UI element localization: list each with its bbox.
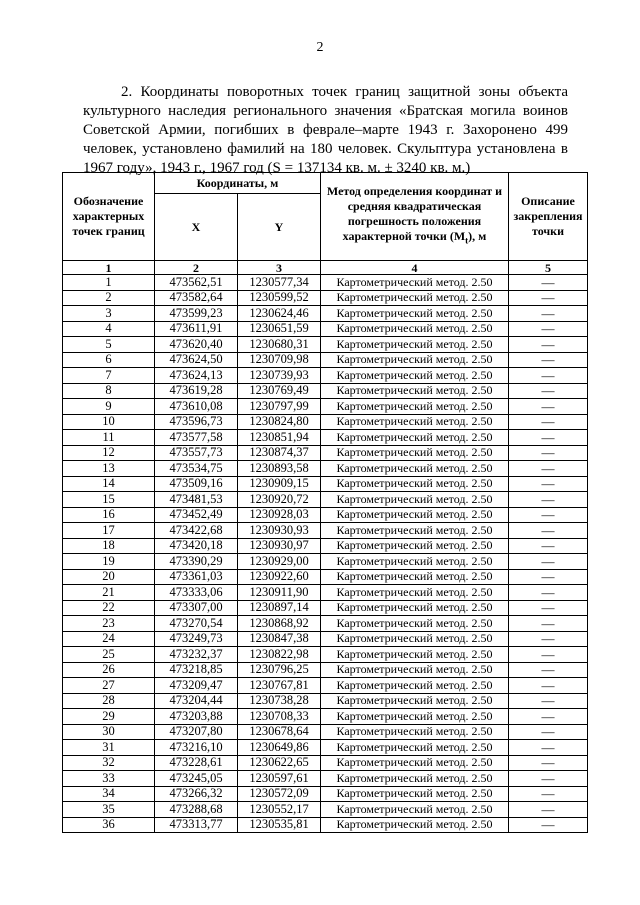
fixing-description: — <box>509 709 588 725</box>
fixing-description: — <box>509 802 588 818</box>
header-method: Метод определения координат и средняя квадратическая погрешность положения характерной точки $(M_t)$, м <box>321 173 509 261</box>
point-number: 5 <box>63 337 155 353</box>
coord-y: 1230909,15 <box>238 476 321 492</box>
fixing-description: — <box>509 724 588 740</box>
coord-x: 473266,32 <box>155 786 238 802</box>
coord-y: 1230767,81 <box>238 678 321 694</box>
fixing-description: — <box>509 662 588 678</box>
method: Картометрический метод. 2.50 <box>321 383 509 399</box>
point-number: 27 <box>63 678 155 694</box>
coord-x: 473390,29 <box>155 554 238 570</box>
method: Картометрический метод. 2.50 <box>321 554 509 570</box>
coord-x: 473624,50 <box>155 352 238 368</box>
coord-y: 1230651,59 <box>238 321 321 337</box>
table-row <box>63 569 588 585</box>
point-number: 4 <box>63 321 155 337</box>
table-row <box>63 352 588 368</box>
point-number: 2 <box>63 290 155 306</box>
fixing-description: — <box>509 430 588 446</box>
fixing-description: — <box>509 476 588 492</box>
coord-x: 473288,68 <box>155 802 238 818</box>
point-number: 8 <box>63 383 155 399</box>
table-row <box>63 585 588 601</box>
method: Картометрический метод. 2.50 <box>321 585 509 601</box>
coord-x: 473218,85 <box>155 662 238 678</box>
table-row <box>63 678 588 694</box>
header-point: Обозначение характерных точек границ <box>63 173 155 261</box>
coord-x: 473249,73 <box>155 631 238 647</box>
method: Картометрический метод. 2.50 <box>321 352 509 368</box>
coord-y: 1230535,81 <box>238 817 321 833</box>
point-number: 25 <box>63 647 155 663</box>
table-row <box>63 492 588 508</box>
point-number: 31 <box>63 740 155 756</box>
point-number: 10 <box>63 414 155 430</box>
coord-y: 1230624,46 <box>238 306 321 322</box>
fixing-description: — <box>509 492 588 508</box>
method: Картометрический метод. 2.50 <box>321 430 509 446</box>
fixing-description: — <box>509 383 588 399</box>
coord-y: 1230599,52 <box>238 290 321 306</box>
method: Картометрический метод. 2.50 <box>321 445 509 461</box>
coord-y: 1230851,94 <box>238 430 321 446</box>
method: Картометрический метод. 2.50 <box>321 709 509 725</box>
point-number: 24 <box>63 631 155 647</box>
coord-y: 1230868,92 <box>238 616 321 632</box>
table-row <box>63 306 588 322</box>
coord-y: 1230930,97 <box>238 538 321 554</box>
point-number: 6 <box>63 352 155 368</box>
coord-y: 1230920,72 <box>238 492 321 508</box>
method: Картометрический метод. 2.50 <box>321 755 509 771</box>
point-number: 36 <box>63 817 155 833</box>
method: Картометрический метод. 2.50 <box>321 662 509 678</box>
coord-x: 473422,68 <box>155 523 238 539</box>
coord-y: 1230897,14 <box>238 600 321 616</box>
point-number: 23 <box>63 616 155 632</box>
coord-x: 473313,77 <box>155 817 238 833</box>
header-x: X <box>155 194 238 261</box>
coord-x: 473204,44 <box>155 693 238 709</box>
coord-x: 473216,10 <box>155 740 238 756</box>
coord-x: 473452,49 <box>155 507 238 523</box>
point-number: 1 <box>63 275 155 291</box>
coord-y: 1230874,37 <box>238 445 321 461</box>
fixing-description: — <box>509 290 588 306</box>
point-number: 11 <box>63 430 155 446</box>
fixing-description: — <box>509 352 588 368</box>
table-row <box>63 430 588 446</box>
method: Картометрический метод. 2.50 <box>321 414 509 430</box>
column-number: 2 <box>155 261 238 275</box>
method: Картометрический метод. 2.50 <box>321 631 509 647</box>
method: Картометрический метод. 2.50 <box>321 678 509 694</box>
coord-y: 1230922,60 <box>238 569 321 585</box>
point-number: 14 <box>63 476 155 492</box>
method: Картометрический метод. 2.50 <box>321 724 509 740</box>
fixing-description: — <box>509 569 588 585</box>
table-row <box>63 476 588 492</box>
method: Картометрический метод. 2.50 <box>321 337 509 353</box>
coord-x: 473610,08 <box>155 399 238 415</box>
method: Картометрический метод. 2.50 <box>321 647 509 663</box>
table-row <box>63 755 588 771</box>
fixing-description: — <box>509 337 588 353</box>
method: Картометрический метод. 2.50 <box>321 817 509 833</box>
coord-y: 1230822,98 <box>238 647 321 663</box>
section-heading: 2. Координаты поворотных точек границ защитной зоны объекта культурного наследия регионального значения «Братская могила воинов Советской Армии, погибших в феврале–марте 1943 г. Захоронено 499 человек, установлено фамилий на 180 человек. Скульптура установлена в 1967 году», 1943 г., 1967 год (S = 137134 кв. м. ± 3240 кв. м.) <box>83 84 568 176</box>
point-number: 30 <box>63 724 155 740</box>
coord-x: 473611,91 <box>155 321 238 337</box>
point-number: 3 <box>63 306 155 322</box>
method: Картометрический метод. 2.50 <box>321 290 509 306</box>
coord-y: 1230930,93 <box>238 523 321 539</box>
table-row <box>63 709 588 725</box>
coord-y: 1230709,98 <box>238 352 321 368</box>
point-number: 13 <box>63 461 155 477</box>
point-number: 35 <box>63 802 155 818</box>
coord-x: 473361,03 <box>155 569 238 585</box>
coord-y: 1230796,25 <box>238 662 321 678</box>
point-number: 18 <box>63 538 155 554</box>
coord-y: 1230680,31 <box>238 337 321 353</box>
method: Картометрический метод. 2.50 <box>321 461 509 477</box>
fixing-description: — <box>509 600 588 616</box>
point-number: 17 <box>63 523 155 539</box>
table-row <box>63 538 588 554</box>
point-number: 19 <box>63 554 155 570</box>
method: Картометрический метод. 2.50 <box>321 507 509 523</box>
method: Картометрический метод. 2.50 <box>321 771 509 787</box>
coord-x: 473270,54 <box>155 616 238 632</box>
table-row <box>63 600 588 616</box>
fixing-description: — <box>509 523 588 539</box>
coord-y: 1230911,90 <box>238 585 321 601</box>
coord-y: 1230577,34 <box>238 275 321 291</box>
fixing-description: — <box>509 693 588 709</box>
point-number: 7 <box>63 368 155 384</box>
method: Картометрический метод. 2.50 <box>321 275 509 291</box>
fixing-description: — <box>509 507 588 523</box>
fixing-description: — <box>509 321 588 337</box>
point-number: 26 <box>63 662 155 678</box>
table-row <box>63 616 588 632</box>
coord-x: 473209,47 <box>155 678 238 694</box>
fixing-description: — <box>509 771 588 787</box>
coord-x: 473577,58 <box>155 430 238 446</box>
column-number: 4 <box>321 261 509 275</box>
table-row <box>63 461 588 477</box>
coord-y: 1230769,49 <box>238 383 321 399</box>
coord-y: 1230824,80 <box>238 414 321 430</box>
table-row <box>63 275 588 291</box>
table-row <box>63 337 588 353</box>
point-number: 16 <box>63 507 155 523</box>
table-row <box>63 290 588 306</box>
point-number: 34 <box>63 786 155 802</box>
fixing-description: — <box>509 368 588 384</box>
method: Картометрический метод. 2.50 <box>321 600 509 616</box>
coord-y: 1230622,65 <box>238 755 321 771</box>
method: Картометрический метод. 2.50 <box>321 523 509 539</box>
method: Картометрический метод. 2.50 <box>321 492 509 508</box>
method: Картометрический метод. 2.50 <box>321 321 509 337</box>
coord-x: 473557,73 <box>155 445 238 461</box>
coord-x: 473307,00 <box>155 600 238 616</box>
fixing-description: — <box>509 538 588 554</box>
coord-x: 473228,61 <box>155 755 238 771</box>
coord-x: 473534,75 <box>155 461 238 477</box>
coord-x: 473232,37 <box>155 647 238 663</box>
fixing-description: — <box>509 414 588 430</box>
coord-y: 1230928,03 <box>238 507 321 523</box>
fixing-description: — <box>509 399 588 415</box>
point-number: 12 <box>63 445 155 461</box>
fixing-description: — <box>509 817 588 833</box>
fixing-description: — <box>509 554 588 570</box>
column-number: 1 <box>63 261 155 275</box>
fixing-description: — <box>509 631 588 647</box>
coord-y: 1230738,28 <box>238 693 321 709</box>
coord-x: 473481,53 <box>155 492 238 508</box>
coord-y: 1230893,58 <box>238 461 321 477</box>
coordinates-table <box>62 172 588 833</box>
table-row <box>63 693 588 709</box>
page-number: 2 <box>316 40 324 55</box>
method: Картометрический метод. 2.50 <box>321 569 509 585</box>
coord-x: 473619,28 <box>155 383 238 399</box>
coord-y: 1230649,86 <box>238 740 321 756</box>
point-number: 9 <box>63 399 155 415</box>
table-row <box>63 383 588 399</box>
method: Картометрический метод. 2.50 <box>321 786 509 802</box>
point-number: 20 <box>63 569 155 585</box>
method: Картометрический метод. 2.50 <box>321 476 509 492</box>
coord-x: 473624,13 <box>155 368 238 384</box>
coord-y: 1230597,61 <box>238 771 321 787</box>
table-row <box>63 321 588 337</box>
coord-y: 1230847,38 <box>238 631 321 647</box>
table-row <box>63 631 588 647</box>
table-row <box>63 414 588 430</box>
coord-x: 473582,64 <box>155 290 238 306</box>
fixing-description: — <box>509 445 588 461</box>
coord-x: 473620,40 <box>155 337 238 353</box>
table-row <box>63 523 588 539</box>
table-row <box>63 817 588 833</box>
coord-x: 473420,18 <box>155 538 238 554</box>
fixing-description: — <box>509 786 588 802</box>
column-number: 5 <box>509 261 588 275</box>
method: Картометрический метод. 2.50 <box>321 693 509 709</box>
point-number: 33 <box>63 771 155 787</box>
coord-x: 473333,06 <box>155 585 238 601</box>
fixing-description: — <box>509 678 588 694</box>
table-row <box>63 662 588 678</box>
fixing-description: — <box>509 740 588 756</box>
header-coordinates: Координаты, м <box>155 173 321 194</box>
table-row <box>63 445 588 461</box>
header-y: Y <box>238 194 321 261</box>
fixing-description: — <box>509 275 588 291</box>
table-row <box>63 802 588 818</box>
coord-x: 473562,51 <box>155 275 238 291</box>
method: Картометрический метод. 2.50 <box>321 802 509 818</box>
coord-x: 473599,23 <box>155 306 238 322</box>
coord-x: 473509,16 <box>155 476 238 492</box>
point-number: 15 <box>63 492 155 508</box>
coord-y: 1230797,99 <box>238 399 321 415</box>
column-number: 3 <box>238 261 321 275</box>
table-row <box>63 724 588 740</box>
coord-y: 1230739,93 <box>238 368 321 384</box>
table-row <box>63 368 588 384</box>
method: Картометрический метод. 2.50 <box>321 368 509 384</box>
coord-x: 473245,05 <box>155 771 238 787</box>
point-number: 21 <box>63 585 155 601</box>
coord-y: 1230708,33 <box>238 709 321 725</box>
coord-y: 1230552,17 <box>238 802 321 818</box>
point-number: 28 <box>63 693 155 709</box>
table-row <box>63 740 588 756</box>
coord-y: 1230678,64 <box>238 724 321 740</box>
method: Картометрический метод. 2.50 <box>321 538 509 554</box>
fixing-description: — <box>509 461 588 477</box>
table-row <box>63 554 588 570</box>
method: Картометрический метод. 2.50 <box>321 616 509 632</box>
header-description: Описание закрепления точки <box>509 173 588 261</box>
coord-y: 1230572,09 <box>238 786 321 802</box>
method: Картометрический метод. 2.50 <box>321 306 509 322</box>
fixing-description: — <box>509 647 588 663</box>
coord-x: 473596,73 <box>155 414 238 430</box>
coord-x: 473203,88 <box>155 709 238 725</box>
table-row <box>63 647 588 663</box>
fixing-description: — <box>509 616 588 632</box>
coord-x: 473207,80 <box>155 724 238 740</box>
table-row <box>63 771 588 787</box>
method: Картометрический метод. 2.50 <box>321 740 509 756</box>
table-row <box>63 399 588 415</box>
point-number: 22 <box>63 600 155 616</box>
fixing-description: — <box>509 306 588 322</box>
method: Картометрический метод. 2.50 <box>321 399 509 415</box>
table-row <box>63 507 588 523</box>
fixing-description: — <box>509 585 588 601</box>
coord-y: 1230929,00 <box>238 554 321 570</box>
table-body <box>63 275 588 833</box>
table-row <box>63 786 588 802</box>
fixing-description: — <box>509 755 588 771</box>
point-number: 32 <box>63 755 155 771</box>
point-number: 29 <box>63 709 155 725</box>
